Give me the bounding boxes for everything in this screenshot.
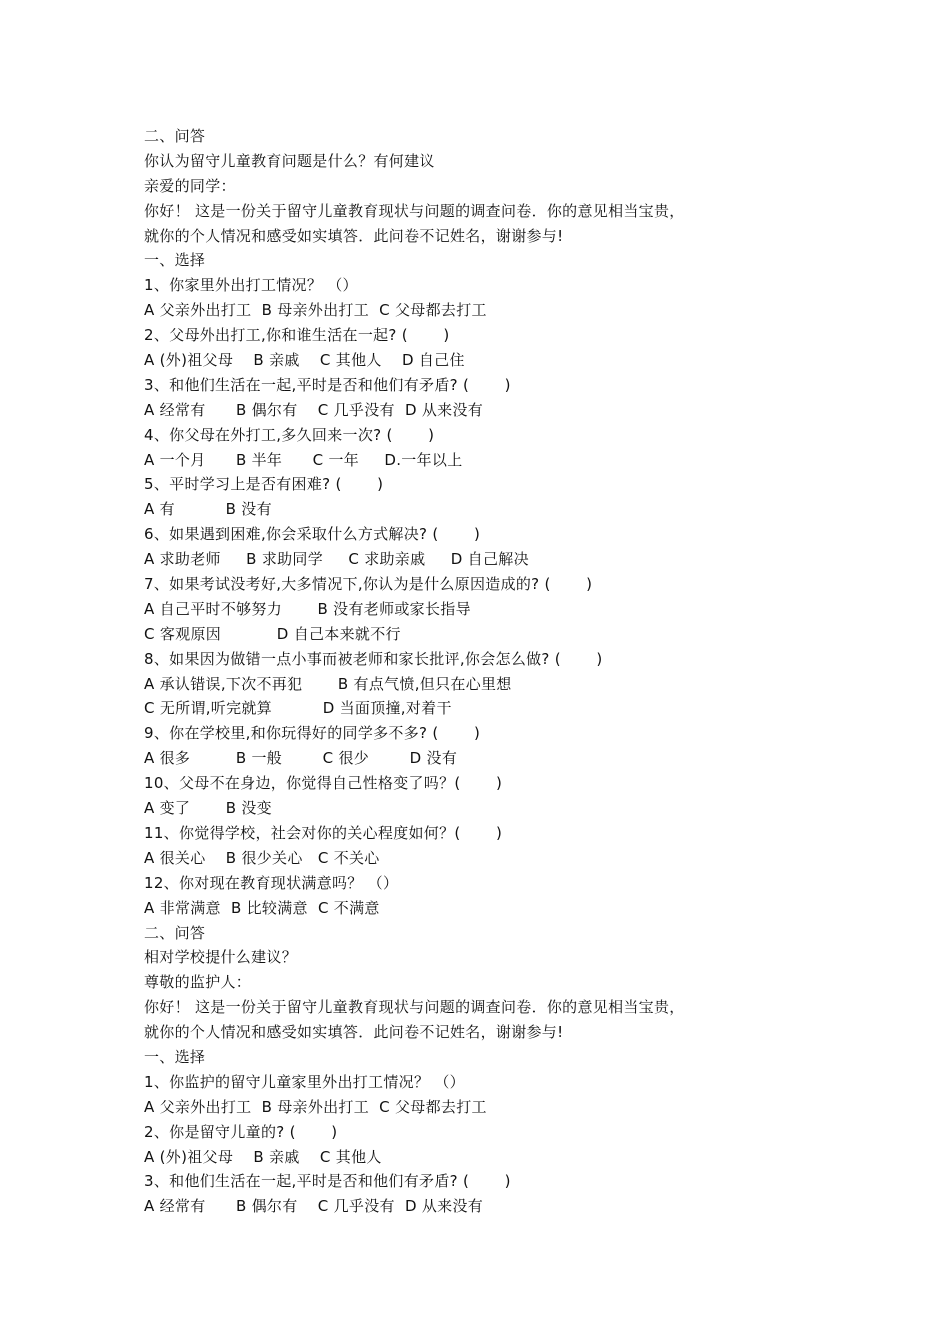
text-line: A 经常有 B 偶尔有 C 几乎没有 D 从来没有 [144, 1197, 484, 1216]
text-line: C 无所谓,听完就算 D 当面顶撞,对着干 [144, 699, 452, 718]
text-line: 5、平时学习上是否有困难? ( ) [144, 475, 384, 494]
text-line: 二、问答 [144, 127, 206, 145]
text-line: A 变了 B 没变 [144, 799, 272, 818]
text-line: 亲爱的同学： [144, 176, 236, 195]
text-line: 2、父母外出打工,你和谁生活在一起? ( ) [144, 326, 450, 345]
text-line: 2、你是留守儿童的? ( ) [144, 1122, 338, 1141]
text-line: A 求助老师 B 求助同学 C 求助亲戚 D 自己解决 [144, 550, 529, 569]
text-line: 相对学校提什么建议？ [144, 948, 298, 967]
text-line: 1、你监护的留守儿童家里外出打工情况？ （） [144, 1072, 465, 1091]
text-line: 6、如果遇到困难,你会采取什么方式解决? ( ) [144, 525, 481, 544]
text-line: 你好！ 这是一份关于留守儿童教育现状与问题的调查问卷．你的意见相当宝贵， [144, 998, 685, 1017]
text-line: 一、选择 [144, 1047, 206, 1066]
text-line: A 经常有 B 偶尔有 C 几乎没有 D 从来没有 [144, 400, 484, 419]
text-line: 9、你在学校里,和你玩得好的同学多不多? ( ) [144, 724, 481, 743]
text-line: A 自己平时不够努力 B 没有老师或家长指导 [144, 599, 471, 618]
text-line: 一、选择 [144, 251, 206, 270]
text-line: A 很多 B 一般 C 很少 D 没有 [144, 749, 458, 768]
text-line: 7、如果考试没考好,大多情况下,你认为是什么原因造成的? ( ) [144, 575, 593, 594]
document-body [144, 124, 764, 1219]
text-line: A 很关心 B 很少关心 C 不关心 [144, 848, 380, 867]
text-line: 尊敬的监护人： [144, 973, 252, 992]
text-line: 1、你家里外出打工情况？ （） [144, 276, 358, 295]
text-line: A 父亲外出打工 B 母亲外出打工 C 父母都去打工 [144, 1097, 487, 1116]
text-line: A 一个月 B 半年 C 一年 D.一年以上 [144, 450, 463, 469]
text-line: 二、问答 [144, 923, 206, 942]
text-line: C 客观原因 D 自己本来就不行 [144, 624, 401, 643]
text-line: 就你的个人情况和感受如实填答．此问卷不记姓名，谢谢参与! [144, 226, 564, 245]
text-line: A (外)祖父母 B 亲戚 C 其他人 D 自己住 [144, 351, 465, 370]
text-line: A 承认错误,下次不再犯 B 有点气愤,但只在心里想 [144, 674, 512, 693]
text-line: 你认为留守儿童教育问题是什么？有何建议 [144, 151, 435, 170]
text-line: 8、如果因为做错一点小事而被老师和家长批评,你会怎么做? ( ) [144, 649, 603, 668]
text-line: A (外)祖父母 B 亲戚 C 其他人 [144, 1147, 382, 1166]
text-line: 就你的个人情况和感受如实填答．此问卷不记姓名，谢谢参与! [144, 1023, 564, 1042]
text-line: 3、和他们生活在一起,平时是否和他们有矛盾? ( ) [144, 1172, 511, 1191]
text-line: 10、父母不在身边，你觉得自己性格变了吗？( ) [144, 774, 503, 793]
text-line: 3、和他们生活在一起,平时是否和他们有矛盾? ( ) [144, 375, 511, 394]
text-line: 11、你觉得学校，社会对你的关心程度如何？( ) [144, 823, 503, 842]
text-line: 4、你父母在外打工,多久回来一次? ( ) [144, 425, 435, 444]
text-line: A 父亲外出打工 B 母亲外出打工 C 父母都去打工 [144, 301, 487, 320]
text-line: A 非常满意 B 比较满意 C 不满意 [144, 898, 380, 917]
text-line: 12、你对现在教育现状满意吗？ （） [144, 873, 399, 892]
text-line: 你好！ 这是一份关于留守儿童教育现状与问题的调查问卷．你的意见相当宝贵， [144, 201, 685, 220]
text-line: A 有 B 没有 [144, 500, 272, 519]
